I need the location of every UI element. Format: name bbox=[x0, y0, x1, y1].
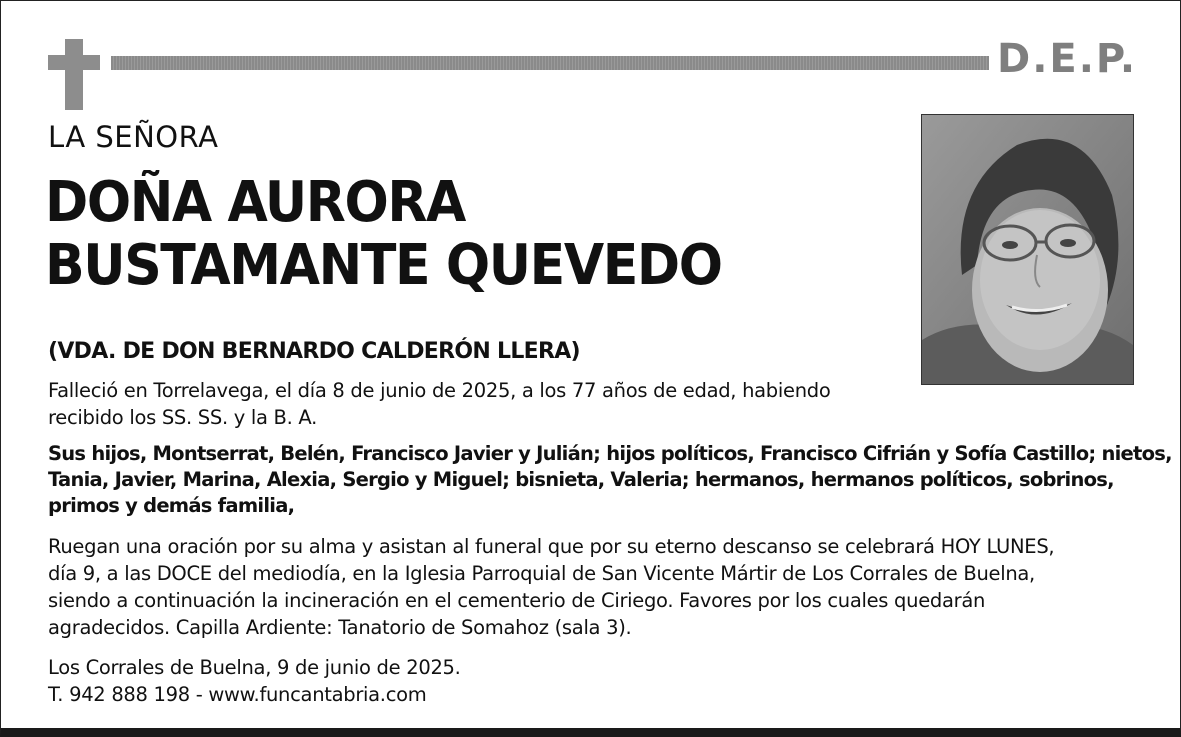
portrait-image bbox=[922, 115, 1133, 384]
death-paragraph bbox=[48, 377, 830, 431]
family-line: Tania, Javier, Marina, Alexia, Sergio y Miguel; bisnieta, Valeria; hermanos, hermanos políticos, sobrinos, bbox=[48, 468, 1114, 491]
contact-info: T. 942 888 198 - www.funcantabria.com bbox=[48, 683, 427, 706]
service-line: siendo a continuación la incineración en el cementerio de Ciriego. Favores por los cuales quedarán bbox=[48, 589, 986, 612]
service-paragraph bbox=[48, 533, 1054, 641]
name-line-1: DOÑA AURORA bbox=[45, 170, 465, 235]
service-line: día 9, a las DOCE del mediodía, en la Iglesia Parroquial de San Vicente Mártir de Los Corrales de Buelna, bbox=[48, 562, 1035, 585]
family-line: primos y demás familia, bbox=[48, 494, 295, 517]
place-date: Los Corrales de Buelna, 9 de junio de 2025. bbox=[48, 656, 461, 679]
service-line: Ruegan una oración por su alma y asistan al funeral que por su eterno descanso se celebrará HOY LUNES, bbox=[48, 535, 1055, 558]
family-paragraph bbox=[48, 441, 1172, 519]
service-line: agradecidos. Capilla Ardiente: Tanatorio de Somahoz (sala 3). bbox=[48, 616, 632, 639]
death-line: recibido los SS. SS. y la B. A. bbox=[48, 406, 318, 429]
family-line: Sus hijos, Montserrat, Belén, Francisco Javier y Julián; hijos políticos, Francisco Cifrián y Sofía Castillo; nietos, bbox=[48, 442, 1172, 465]
dep-label: D.E.P. bbox=[997, 36, 1138, 82]
widow-of: (VDA. DE DON BERNARDO CALDERÓN LLERA) bbox=[48, 339, 580, 364]
header-rule bbox=[111, 56, 989, 70]
death-line: Falleció en Torrelavega, el día 8 de junio de 2025, a los 77 años de edad, habiendo bbox=[48, 379, 831, 402]
deceased-name bbox=[45, 171, 722, 297]
name-line-2: BUSTAMANTE QUEVEDO bbox=[45, 233, 722, 298]
footer bbox=[48, 654, 461, 708]
portrait-photo bbox=[921, 114, 1134, 385]
honorific-title: LA SEÑORA bbox=[48, 120, 219, 154]
